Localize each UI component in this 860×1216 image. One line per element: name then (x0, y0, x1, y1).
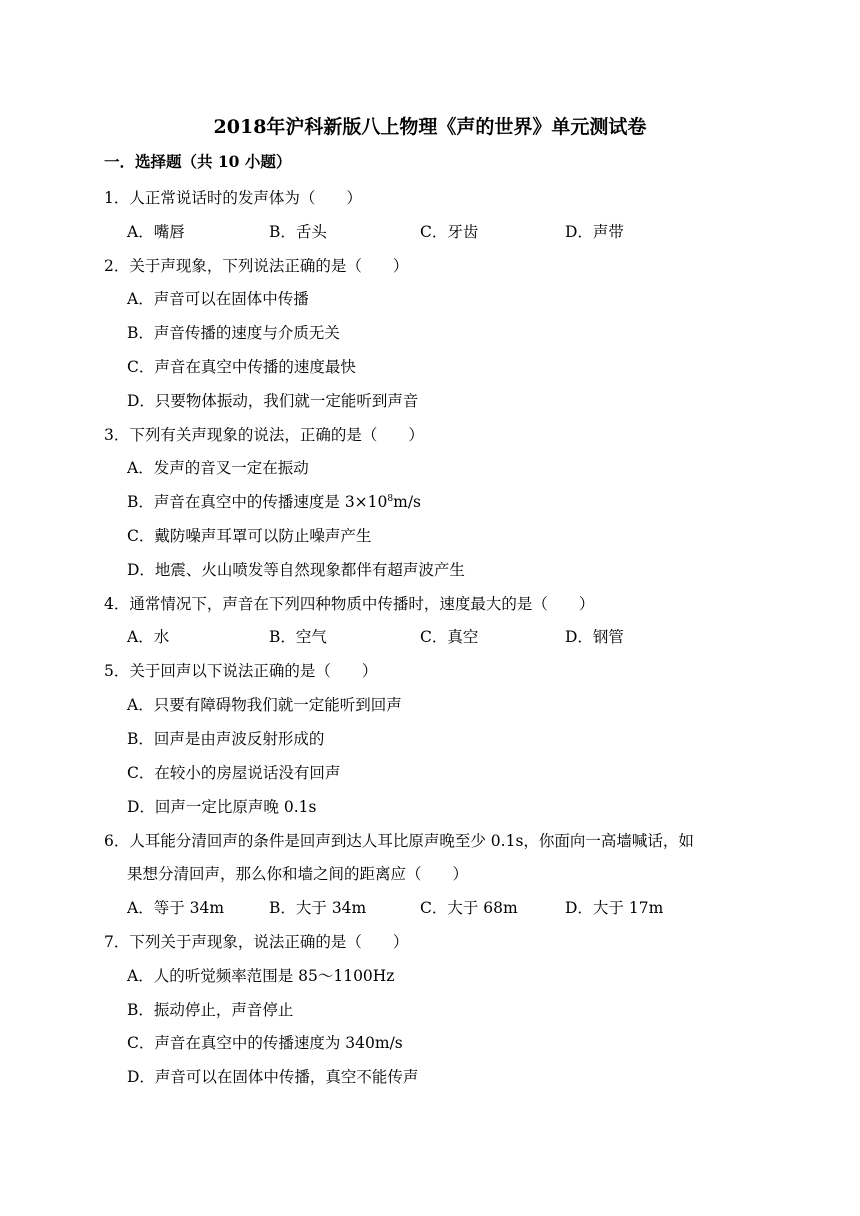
question-1-option-a: A．嘴唇 (127, 223, 185, 241)
question-5-option-d: D．回声一定比原声晚 0.1s (127, 798, 317, 816)
section-heading: 一．选择题（共 10 小题） (104, 152, 292, 171)
question-7-option-b: B．振动停止，声音停止 (127, 1001, 294, 1019)
exponent: 8 (387, 494, 394, 504)
question-2-option-c: C．声音在真空中传播的速度最快 (127, 358, 356, 376)
question-6-stem-continued: 果想分清回声，那么你和墙之间的距离应（ ） (127, 865, 469, 883)
question-4-option-b: B．空气 (269, 628, 327, 646)
question-4-option-a: A．水 (127, 628, 170, 646)
question-4-option-c: C．真空 (420, 628, 479, 646)
question-6-stem: 6．人耳能分清回声的条件是回声到达人耳比原声晚至少 0.1s，你面向一高墙喊话，如 (104, 832, 694, 850)
question-5-stem: 5．关于回声以下说法正确的是（ ） (104, 662, 378, 680)
question-6-option-b: B．大于 34m (269, 899, 367, 917)
question-5-option-b: B．回声是由声波反射形成的 (127, 730, 325, 748)
question-2-option-b: B．声音传播的速度与介质无关 (127, 324, 340, 342)
question-6-option-d: D．大于 17m (565, 899, 664, 917)
question-3-stem: 3．下列有关声现象的说法，正确的是（ ） (104, 426, 424, 444)
question-2-stem: 2．关于声现象，下列说法正确的是（ ） (104, 257, 409, 275)
question-3-option-b-text: B．声音在真空中的传播速度是 3×10 (127, 493, 388, 511)
question-7-option-d: D．声音可以在固体中传播，真空不能传声 (127, 1068, 419, 1086)
question-1-option-b: B．舌头 (269, 223, 327, 241)
question-7-option-a: A．人的听觉频率范围是 85～1100Hz (127, 967, 395, 985)
question-7-option-c: C．声音在真空中的传播速度为 340m/s (127, 1034, 403, 1052)
question-4-stem: 4．通常情况下，声音在下列四种物质中传播时，速度最大的是（ ） (104, 595, 595, 613)
question-5-option-a: A．只要有障碍物我们就一定能听到回声 (127, 696, 402, 714)
question-5-option-c: C．在较小的房屋说话没有回声 (127, 764, 341, 782)
question-1-stem: 1．人正常说话时的发声体为（ ） (104, 189, 362, 207)
question-6-option-c: C．大于 68m (420, 899, 518, 917)
question-3-option-d: D．地震、火山喷发等自然现象都伴有超声波产生 (127, 561, 465, 579)
question-3-option-c: C．戴防噪声耳罩可以防止噪声产生 (127, 527, 372, 545)
unit: m/s (393, 493, 421, 511)
question-1-option-c: C．牙齿 (420, 223, 479, 241)
question-4-option-d: D．钢管 (565, 628, 624, 646)
question-2-option-d: D．只要物体振动，我们就一定能听到声音 (127, 392, 419, 410)
question-1-option-d: D．声带 (565, 223, 624, 241)
question-7-stem: 7．下列关于声现象，说法正确的是（ ） (104, 933, 409, 951)
page-title: 2018年沪科新版八上物理《声的世界》单元测试卷 (213, 116, 647, 138)
question-2-option-a: A．声音可以在固体中传播 (127, 290, 309, 308)
question-3-option-b (127, 491, 421, 513)
question-6-option-a: A．等于 34m (127, 899, 225, 917)
question-3-option-a: A．发声的音叉一定在振动 (127, 459, 309, 477)
